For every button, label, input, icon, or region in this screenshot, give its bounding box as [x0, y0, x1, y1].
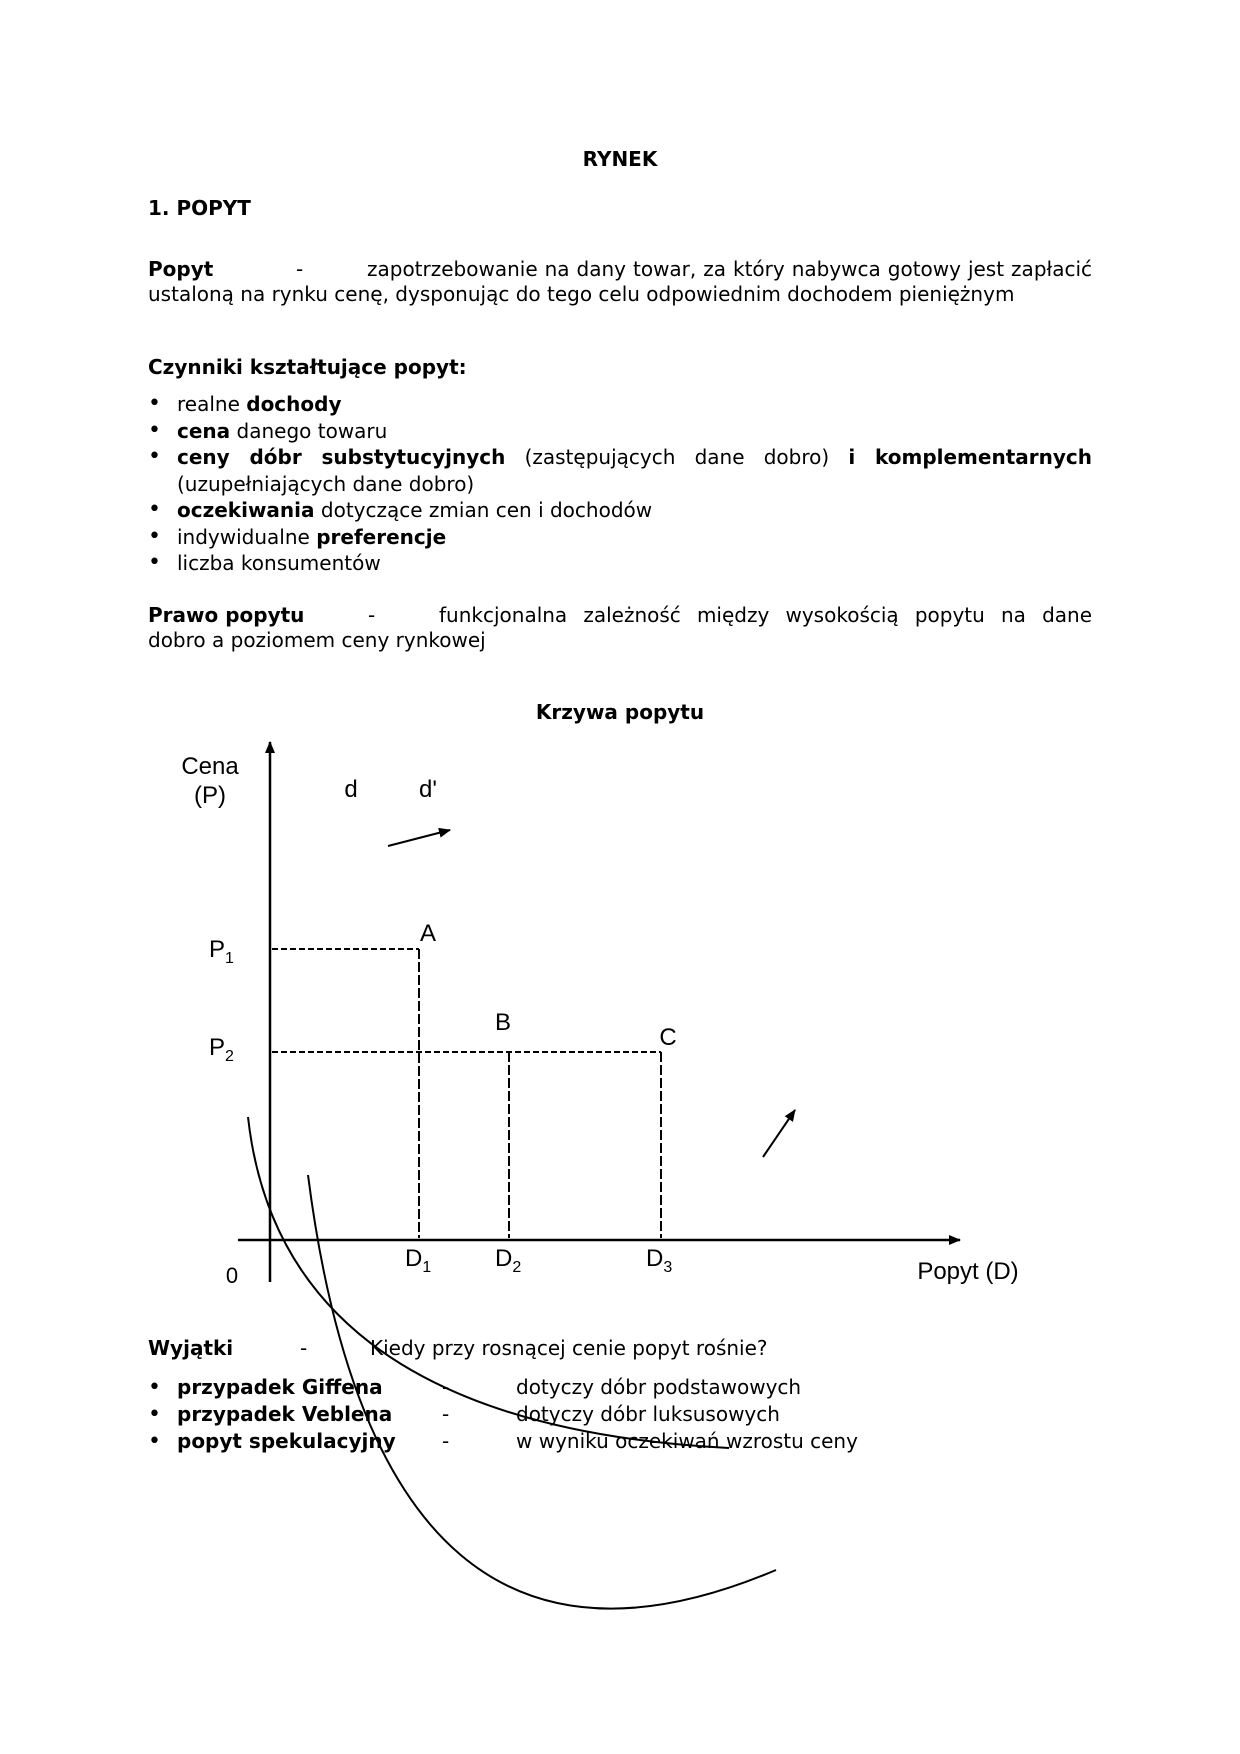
- quantity-label-d3: [646, 1245, 672, 1276]
- price-label-p2: [209, 1034, 234, 1065]
- svg-text:D2: $D_2$: [495, 1245, 522, 1276]
- svg-text:D1: $D_1$: [405, 1245, 432, 1276]
- exceptions-list: [148, 1374, 858, 1455]
- exceptions-dash: -: [300, 1336, 308, 1360]
- definition-text: zapotrzebowanie na dany towar, za który nabywca gotowy jest zapłacić ustaloną na rynku cenę, dysponując do tego celu odpowiednim dochodem pieniężnym: [148, 257, 1092, 306]
- curve-label-d-prime: d': [419, 776, 437, 803]
- chart-title: Krzywa popytu: [535, 700, 705, 724]
- list-item: • ceny dóbr substytucyjnych (zastępujących dane dobro) i komplementarnych (uzupełniających dane dobro): [148, 444, 1092, 497]
- list-item: • popyt spekulacyjny - w wyniku oczekiwań wzrostu ceny: [148, 1428, 858, 1455]
- definition-dash: -: [296, 257, 304, 281]
- law-text: funkcjonalna zależność między wysokością popytu na dane dobro a poziomem ceny rynkowej: [148, 603, 1092, 652]
- svg-text:P1: $P_1$: [209, 936, 234, 967]
- quantity-label-d2: [495, 1245, 521, 1276]
- origin-label: 0: [225, 1263, 239, 1288]
- x-axis-label: Popyt (D): [917, 1258, 1019, 1285]
- svg-text:D3: $D_3$: [646, 1245, 673, 1276]
- point-label-a: A: [419, 920, 437, 947]
- document-title: RYNEK: [582, 147, 658, 171]
- svg-text:P2: $P_2$: [209, 1034, 234, 1065]
- section-heading: 1. POPYT: [148, 196, 251, 220]
- list-item: • cena danego towaru: [148, 418, 1092, 445]
- list-item: • oczekiwania dotyczące zmian cen i dochodów: [148, 497, 1092, 524]
- exceptions-question: Kiedy przy rosnącej cenie popyt rośnie?: [370, 1336, 768, 1360]
- list-item: • indywidualne preferencje: [148, 524, 1092, 551]
- law-term: Prawo popytu: [148, 603, 305, 627]
- price-label-p1: [209, 936, 234, 967]
- list-item: • przypadek Veblena - dotyczy dóbr luksusowych: [148, 1401, 858, 1428]
- exceptions-paragraph: [148, 1336, 768, 1360]
- factors-heading: Czynniki kształtujące popyt:: [148, 355, 467, 379]
- y-axis-label-1: Cena: [181, 753, 239, 780]
- definition-term: Popyt: [148, 257, 214, 281]
- list-item: • przypadek Giffena - dotyczy dóbr podstawowych: [148, 1374, 858, 1401]
- list-item: • liczba konsumentów: [148, 550, 1092, 577]
- point-label-b: B: [494, 1009, 512, 1036]
- point-label-c: C: [659, 1024, 677, 1051]
- exceptions-term: Wyjątki: [148, 1336, 234, 1360]
- list-item: • realne dochody: [148, 391, 1092, 418]
- shift-arrow-top: [388, 830, 450, 846]
- y-axis-label-2: (P): [194, 782, 226, 809]
- curve-label-d: d: [344, 776, 358, 803]
- law-dash: -: [368, 603, 376, 627]
- shift-arrow-right: [763, 1110, 795, 1157]
- quantity-label-d1: [405, 1245, 431, 1276]
